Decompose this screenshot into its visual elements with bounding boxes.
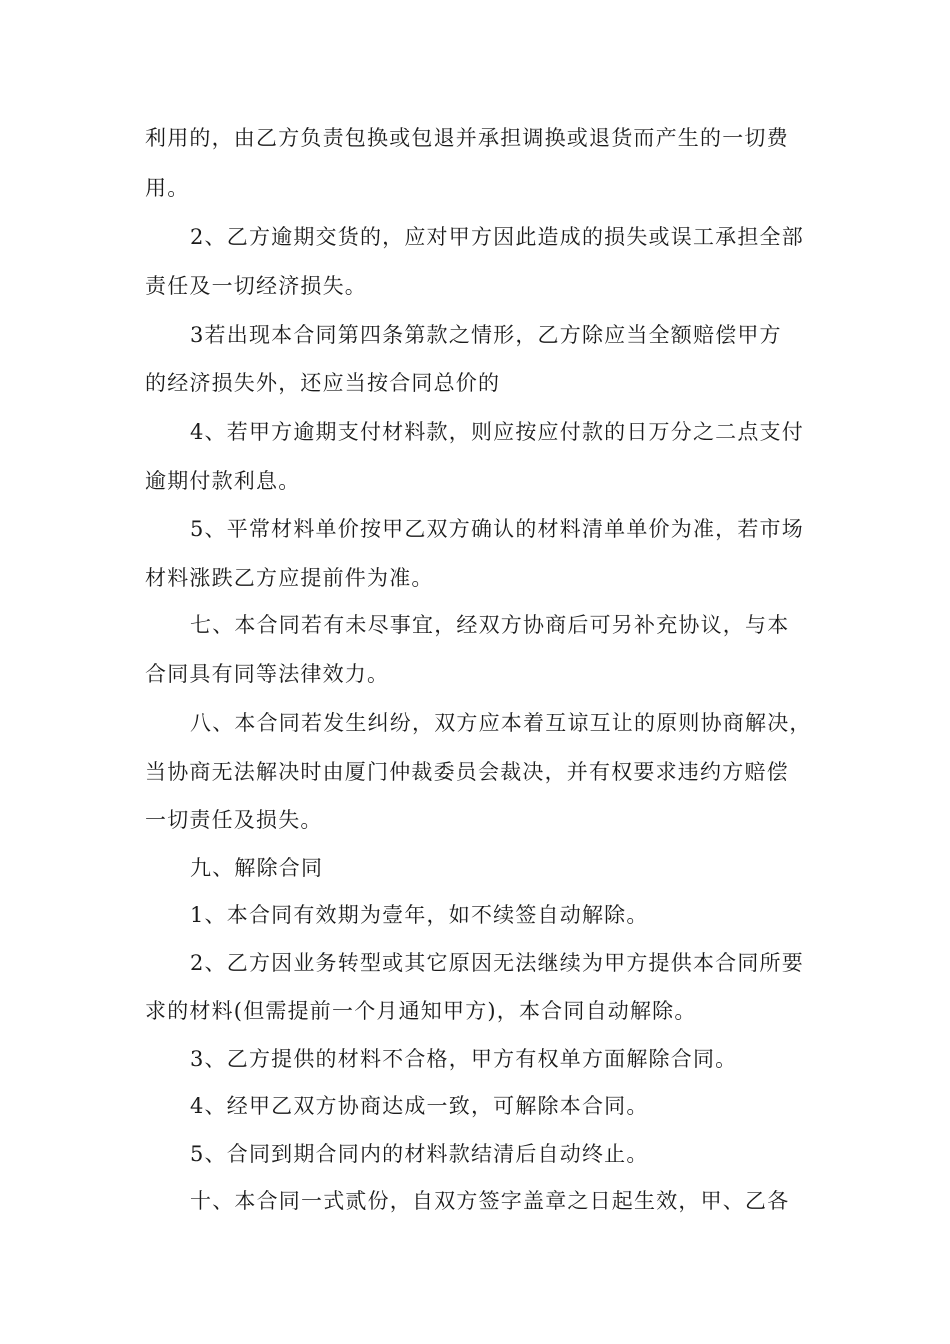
text-line: 利用的，由乙方负责包换或包退并承担调换或退货而产生的一切费 xyxy=(145,126,789,150)
text-line: 2、乙方因业务转型或其它原因无法继续为甲方提供本合同所要 xyxy=(190,951,804,975)
text-line: 逾期付款利息。 xyxy=(145,469,301,493)
text-line: 2、乙方逾期交货的，应对甲方因此造成的损失或误工承担全部 xyxy=(190,225,804,249)
text-line: 当协商无法解决时由厦门仲裁委员会裁决，并有权要求违约方赔偿 xyxy=(145,760,789,784)
text-line: 4、经甲乙双方协商达成一致，可解除本合同。 xyxy=(190,1094,649,1118)
text-line: 5、合同到期合同内的材料款结清后自动终止。 xyxy=(190,1142,649,1166)
text-line: 1、本合同有效期为壹年，如不续签自动解除。 xyxy=(190,903,649,927)
text-line: 的经济损失外，还应当按合同总价的 xyxy=(145,371,501,395)
text-line: 材料涨跌乙方应提前件为准。 xyxy=(145,566,434,590)
text-line: 一切责任及损失。 xyxy=(145,808,323,832)
text-line: 八、本合同若发生纠纷，双方应本着互谅互让的原则协商解决， xyxy=(190,711,812,735)
text-line: 十、本合同一式贰份，自双方签字盖章之日起生效，甲、乙各 xyxy=(190,1189,790,1213)
text-line: 用。 xyxy=(145,176,190,200)
text-line: 3若出现本合同第四条第款之情形，乙方除应当全额赔偿甲方 xyxy=(190,323,782,347)
text-line: 求的材料(但需提前一个月通知甲方)，本合同自动解除。 xyxy=(145,999,697,1023)
text-line: 合同具有同等法律效力。 xyxy=(145,662,390,686)
text-line: 责任及一切经济损失。 xyxy=(145,274,367,298)
text-line: 3、乙方提供的材料不合格，甲方有权单方面解除合同。 xyxy=(190,1047,738,1071)
section-heading: 九、解除合同 xyxy=(190,856,324,880)
text-line: 4、若甲方逾期支付材料款，则应按应付款的日万分之二点支付 xyxy=(190,420,804,444)
text-line: 七、本合同若有未尽事宜，经双方协商后可另补充协议，与本 xyxy=(190,613,790,637)
text-line: 5、平常材料单价按甲乙双方确认的材料清单单价为准，若市场 xyxy=(190,517,804,541)
